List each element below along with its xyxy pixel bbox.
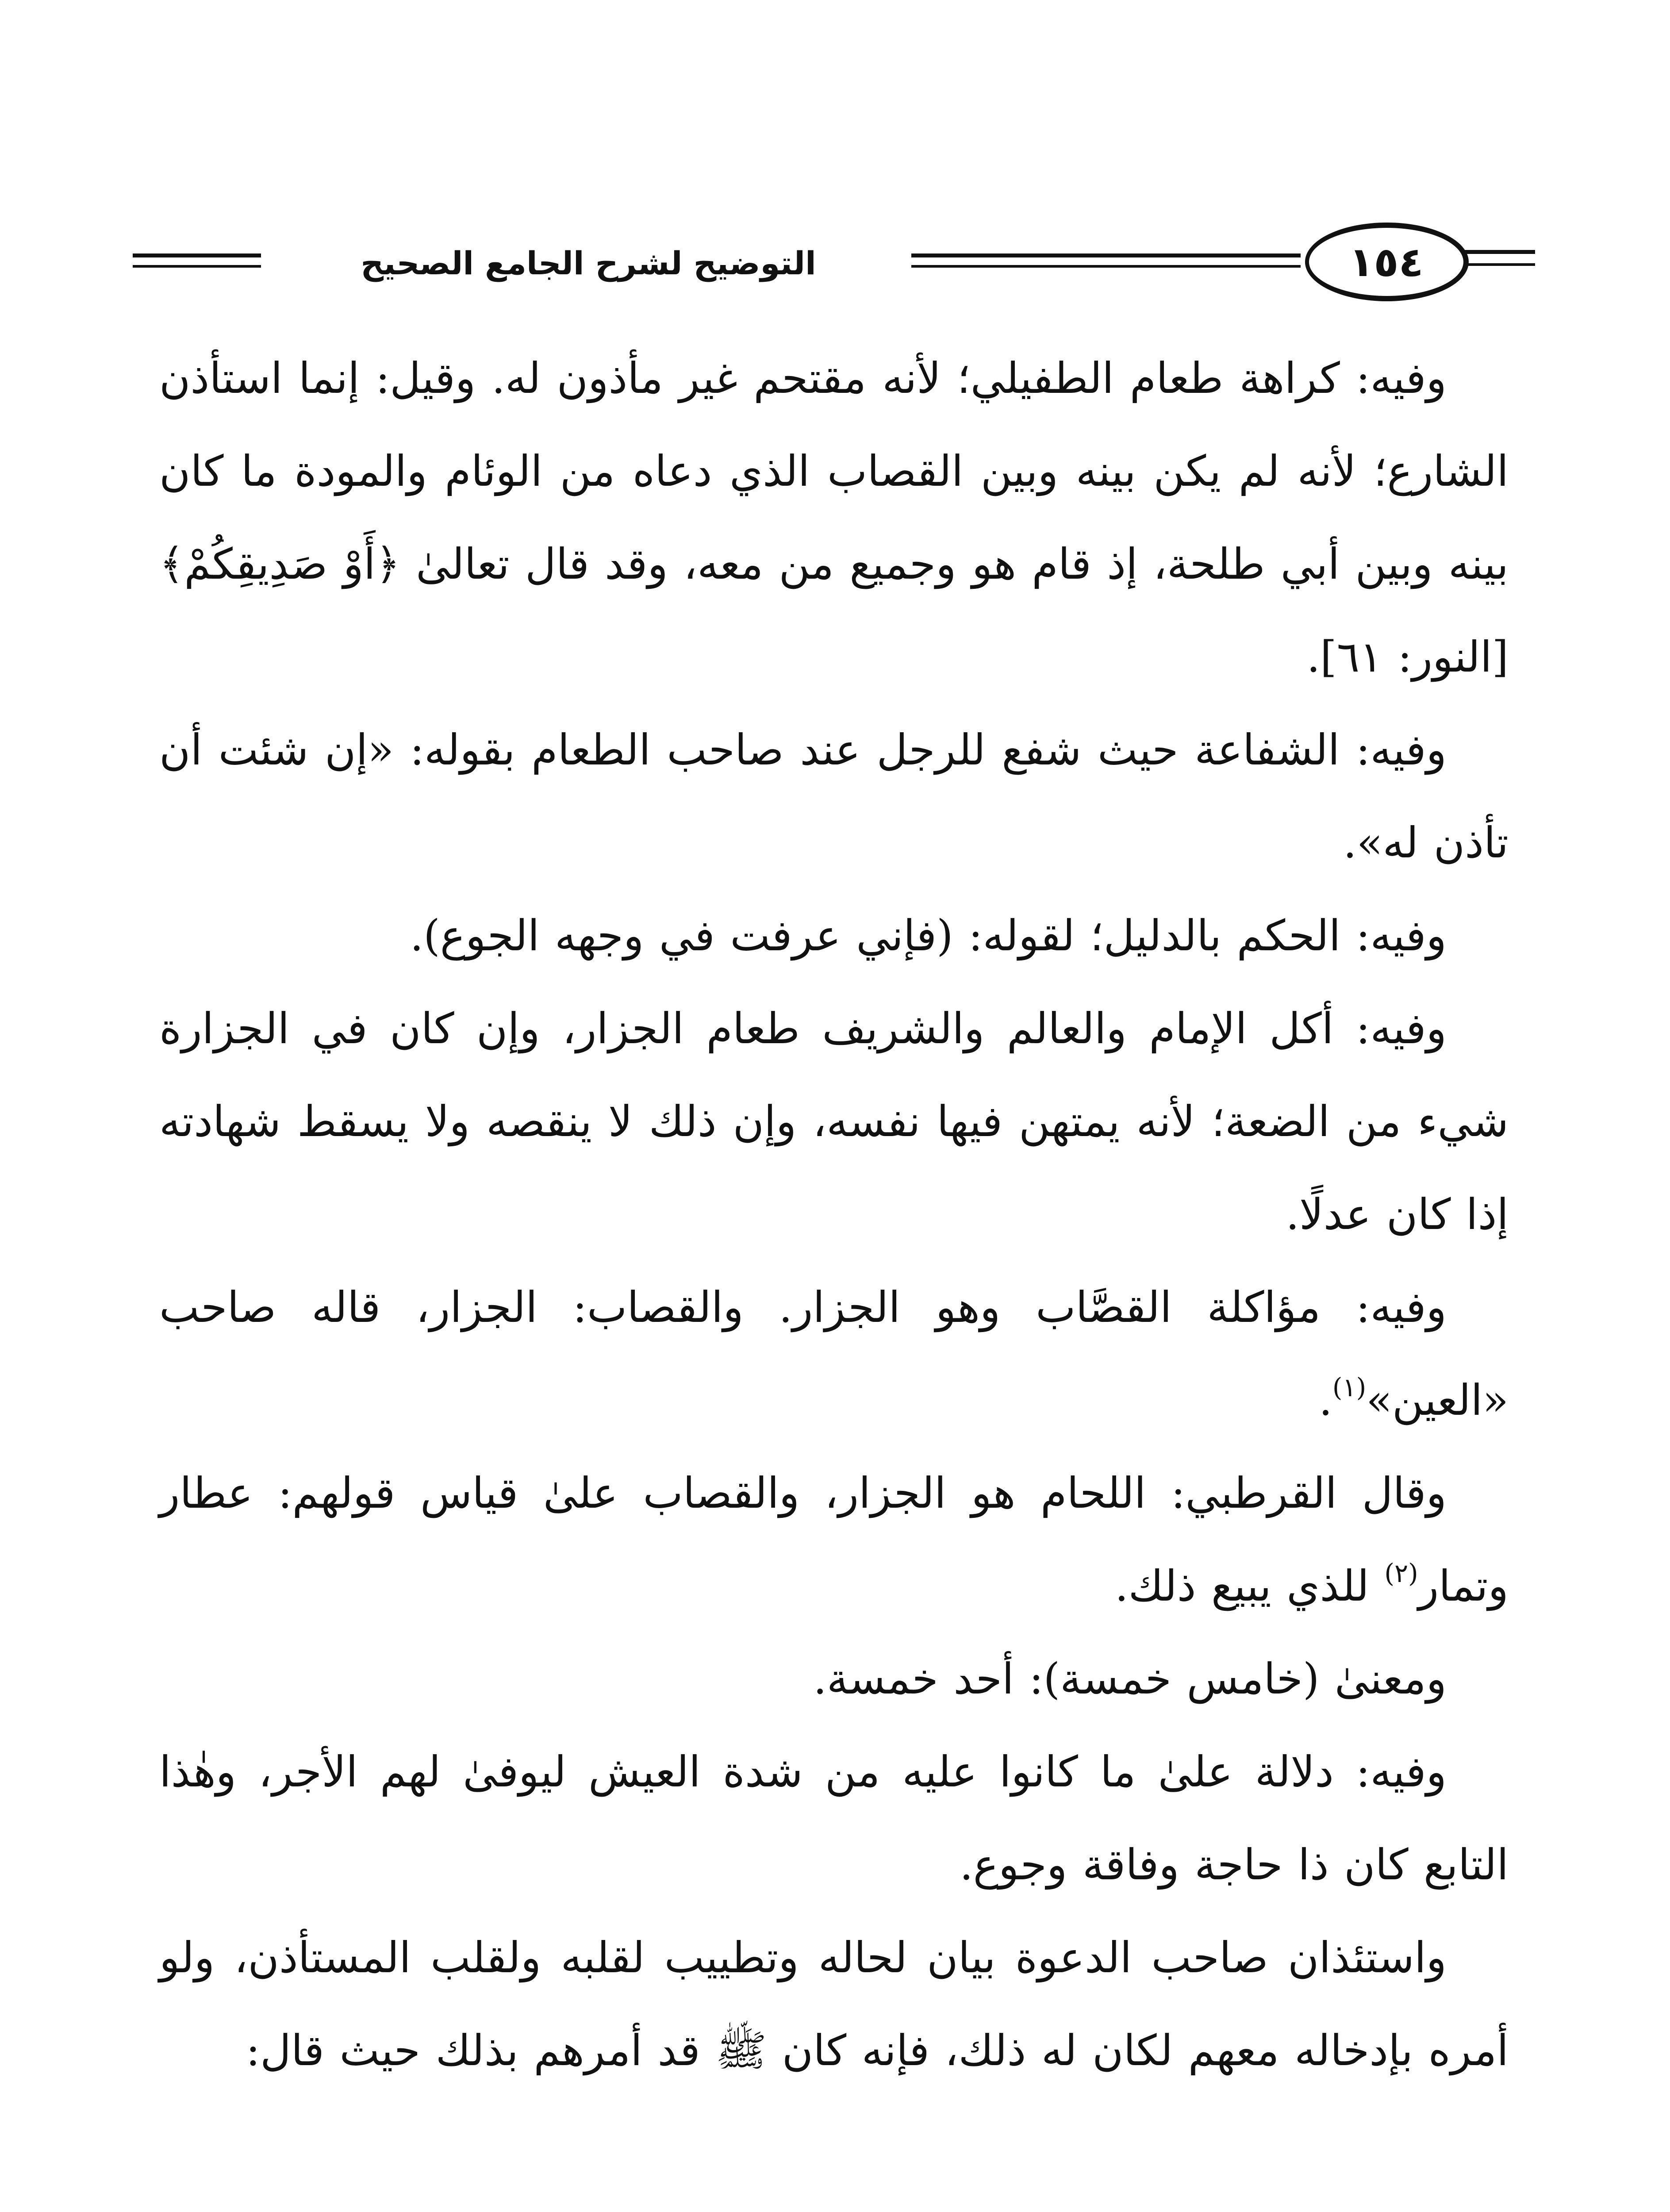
- paragraph-shafaa: [159, 703, 1509, 889]
- body-text: [159, 332, 1509, 2154]
- paragraph-tufayli: [159, 332, 1509, 703]
- page-number: [1305, 223, 1469, 301]
- paragraph-text: واستئذان صاحب الدعوة بيان لحاله وتطييب لقلبه ولقلب المستأذن، ولو أمره بإدخاله معهم لكان له ذلك، فإنه كان ﷺ قد أمرهم بذلك حيث قال:: [159, 1933, 1509, 2075]
- paragraph-text: وفيه: الشفاعة حيث شفع للرجل عند صاحب الطعام بقوله: «إن شئت أن تأذن له».: [159, 725, 1509, 868]
- header-rule-outer-right: [1464, 250, 1535, 254]
- footnote-ref-1[interactable]: (١): [1332, 1372, 1367, 1402]
- running-header: [133, 219, 1535, 316]
- running-title: التوضيح لشرح الجامع الصحيح: [279, 243, 898, 283]
- header-rule-middle-upper: [911, 253, 1301, 257]
- header-rule-left-upper: [133, 253, 261, 257]
- paragraph-text: وقال القرطبي: اللحام هو الجزار، والقصاب علىٰ قياس قولهم: عطار وتمار: [159, 1468, 1509, 1611]
- paragraph-muakala: [159, 1261, 1509, 1447]
- paragraph-text: وفيه: كراهة طعام الطفيلي؛ لأنه مقتحم غير مأذون له. وقيل: إنما استأذن الشارع؛ لأنه لم يكن بينه وبين القصاب الذي دعاه من الوئام والمودة ما كان بينه وبين أبي طلحة، إذ قام هو وجميع من معه، وقد قال تعالىٰ ﴿أَوْ صَدِيقِكُمْ﴾ [النور: ٦١].: [159, 353, 1509, 682]
- paragraph-text: ومعنىٰ (خامس خمسة): أحد خمسة.: [813, 1654, 1447, 1704]
- paragraph-text: وفيه: أكل الإمام والعالم والشريف طعام الجزار، وإن كان في الجزارة شيء من الضعة؛ لأنه يمتهن فيها نفسه، وإن ذلك لا ينقصه ولا يسقط شهادته إذا كان عدلًا.: [159, 1004, 1509, 1239]
- footnote-ref-2[interactable]: (٢): [1384, 1558, 1418, 1588]
- page-number-text: ١٥٤: [1349, 238, 1424, 286]
- paragraph-text: وفيه: الحكم بالدليل؛ لقوله: (فإني عرفت في وجهه الجوع).: [410, 911, 1447, 960]
- paragraph-khamis: [159, 1632, 1509, 1725]
- paragraph-text: وفيه: دلالة علىٰ ما كانوا عليه من شدة العيش ليوفىٰ لهم الأجر، وهٰذا التابع كان ذا حاجة وفاقة وجوع.: [159, 1747, 1509, 1889]
- paragraph-text: وفيه: مؤاكلة القصَّاب وهو الجزار. والقصاب: الجزار، قاله صاحب «العين»: [159, 1283, 1509, 1425]
- header-rule-left-lower: [133, 265, 261, 268]
- header-rule-middle-lower: [911, 265, 1301, 268]
- paragraph-qurtubi: [159, 1447, 1509, 1632]
- paragraph-text-end: للذي يبيع ذلك.: [1115, 1561, 1385, 1611]
- paragraph-jazzar: [159, 982, 1509, 1261]
- paragraph-text-end: .: [1319, 1375, 1332, 1425]
- header-rule-outer-right-lower: [1464, 263, 1535, 266]
- paragraph-istidhan: [159, 1911, 1509, 2097]
- paragraph-dalala: [159, 1725, 1509, 1911]
- paragraph-hukm: [159, 889, 1509, 982]
